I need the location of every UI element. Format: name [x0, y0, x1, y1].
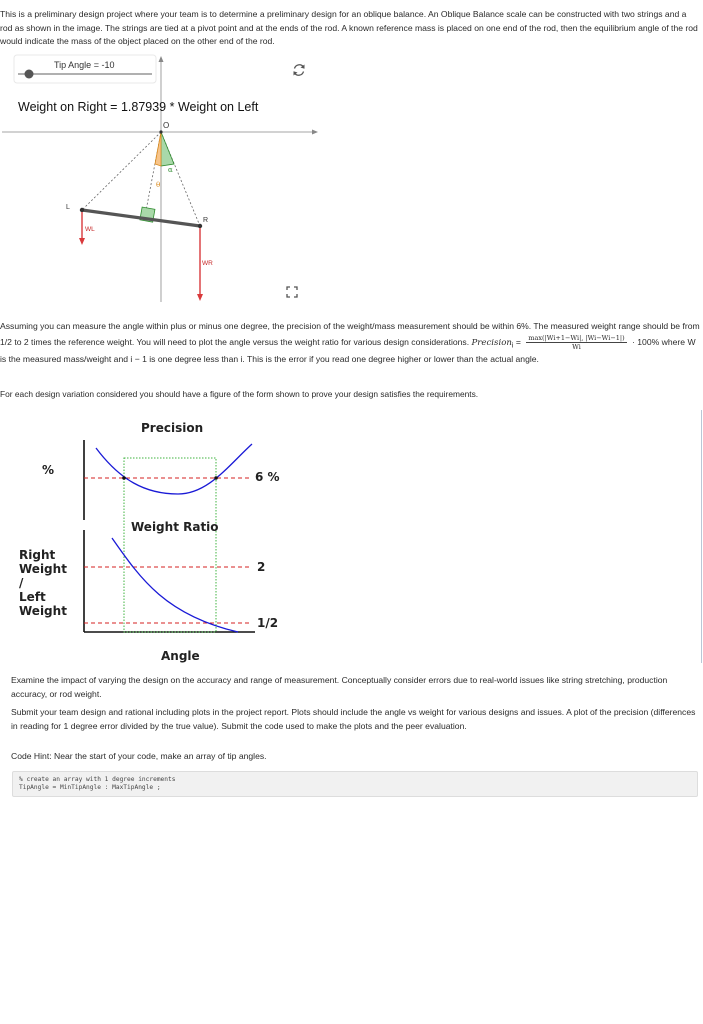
left-end-point	[80, 208, 84, 212]
weight-equation: Weight on Right = 1.87939 * Weight on Left	[18, 100, 259, 114]
requirement-plot	[0, 410, 703, 670]
weight-ratio-curve	[112, 538, 238, 632]
precision-subscript: i	[511, 341, 514, 350]
x-axis-arrow	[312, 130, 318, 135]
weight-ratio-plot-title: Weight Ratio	[131, 520, 219, 534]
upper-ratio-label: 2	[257, 560, 266, 574]
pivot-point	[159, 130, 162, 133]
precision-numerator: max(|Wi+1−Wi|, |Wi−Wi−1|)	[528, 333, 625, 342]
ratio-ylabel-line: /	[19, 576, 24, 590]
examine-paragraph: Examine the impact of varying the design on the accuracy and range of measurement. Conceptually consider errors due to real-world issues like string stretching, production accuracy, or rod weight.	[11, 675, 668, 699]
alpha-label: α	[168, 166, 173, 174]
right-end-point	[198, 224, 202, 228]
reset-icon[interactable]	[291, 62, 307, 78]
ratio-ylabel-line: Right	[19, 548, 56, 562]
precision-denominator: Wi	[572, 342, 581, 351]
range-start-point	[122, 476, 126, 480]
precision-intro-text: Assuming you can measure the angle within plus or minus one degree, the precision of the weight/mass measurement should be within 6%. The measured weight range should be from 1/2 to 2 times the reference weight. You will need to plot the angle versus the weight ratio for various design considerations.	[0, 321, 700, 347]
code-line: TipAngle = MinTipAngle : MaxTipAngle ;	[19, 784, 161, 791]
left-weight-arrowhead	[79, 238, 85, 245]
left-weight-label: WL	[85, 226, 95, 233]
origin-label: O	[163, 121, 170, 130]
ratio-ylabel-line: Weight	[19, 562, 67, 576]
precision-paragraph	[0, 320, 700, 366]
precision-threshold-label: 6 %	[255, 470, 280, 484]
theta-label: θ	[156, 181, 161, 189]
precision-after-text: · 100% where W is the measured mass/weight and i − 1 is one degree less than i. This is the error if you read one degree higher or lower than the actual angle.	[0, 336, 696, 364]
y-axis-arrow	[159, 56, 164, 62]
ratio-ylabel-line: Weight	[19, 604, 67, 618]
code-line: % create an array with 1 degree increments	[19, 776, 176, 783]
range-end-point	[214, 476, 218, 480]
figure-intro-paragraph: For each design variation considered you should have a figure of the form shown to prove your design satisfies the requirements.	[0, 389, 479, 399]
balance-diagram	[0, 54, 320, 306]
theta-angle-sector	[155, 132, 161, 166]
lower-ratio-label: 1/2	[257, 616, 279, 630]
balance-applet	[0, 54, 320, 306]
right-weight-label: WR	[202, 260, 213, 267]
angle-xlabel: Angle	[161, 649, 200, 663]
left-end-label: L	[66, 204, 70, 211]
left-string	[82, 132, 161, 210]
precision-fraction	[526, 334, 626, 351]
intro-paragraph: This is a preliminary design project where your team is to determine a preliminary design for an oblique balance. An Oblique Balance scale can be constructed with two strings and a rod as shown in the image. The strings are tied at a pivot point and at the ends of the rod. A known reference mass is placed on one end of the rod, then the equilibrium angle of the rod would indicate the mass of the object placed on the other end of the rod.	[0, 9, 698, 47]
precision-equals: =	[515, 336, 521, 347]
requirement-figure	[0, 410, 703, 670]
code-hint: Code Hint: Near the start of your code, make an array of tip angles.	[11, 751, 267, 761]
fullscreen-icon[interactable]	[286, 286, 298, 298]
precision-curve	[96, 444, 252, 494]
ratio-ylabel	[19, 548, 67, 618]
valid-range-box	[124, 458, 216, 632]
precision-plot-title: Precision	[141, 421, 204, 435]
ratio-ylabel-line: Left	[19, 590, 46, 604]
precision-symbol: Precision	[471, 337, 512, 348]
tip-angle-label: Tip Angle = -10	[54, 60, 115, 70]
right-weight-arrowhead	[197, 294, 203, 301]
submit-paragraph: Submit your team design and rational including plots in the project report. Plots should include the angle vs weight for various designs and issues. A plot of the precision (differences in reading for 1 degree error divided by the true value). Submit the code used to make the plots and the peer evaluation.	[11, 707, 696, 731]
precision-ylabel: %	[42, 463, 55, 477]
right-end-label: R	[203, 217, 209, 224]
tip-angle-slider-handle[interactable]	[25, 70, 34, 79]
alpha-angle-sector	[161, 132, 174, 166]
code-block	[12, 771, 698, 797]
